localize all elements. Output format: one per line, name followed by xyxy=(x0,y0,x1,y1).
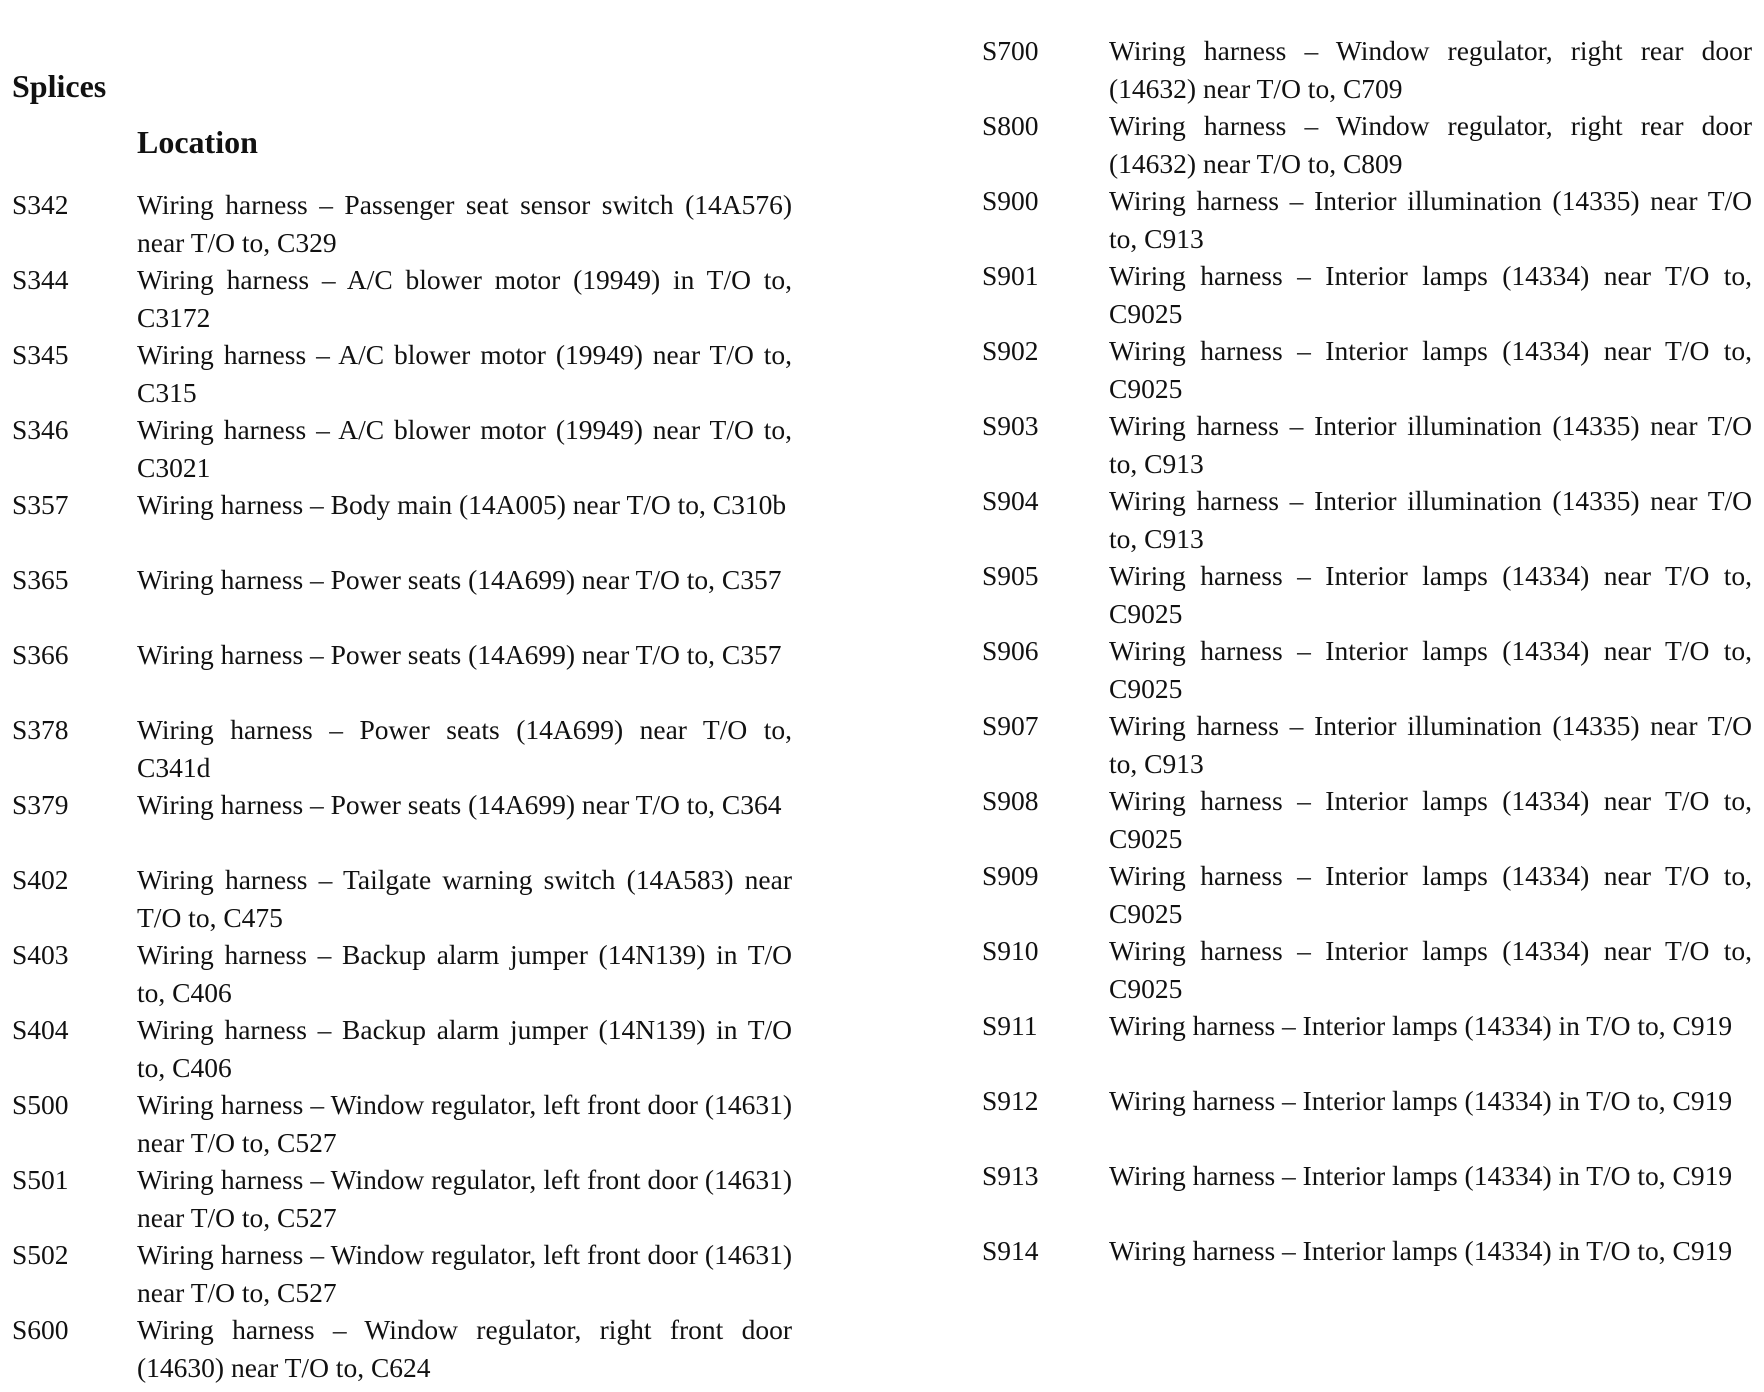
splice-entry xyxy=(982,257,1752,332)
splice-location: Wiring harness – Interior lamps (14334) in T/O to, C919 xyxy=(1109,1160,1733,1191)
splice-location: Wiring harness – Interior illumination (14335) near T/O to, C913 xyxy=(1109,410,1752,479)
splice-code: S901 xyxy=(982,260,1039,291)
splice-code: S900 xyxy=(982,185,1039,216)
splice-entry xyxy=(982,1232,1752,1307)
splice-location: Wiring harness – Interior illumination (14335) near T/O to, C913 xyxy=(1109,485,1752,554)
splice-location: Wiring harness – Interior lamps (14334) in T/O to, C919 xyxy=(1109,1235,1733,1266)
page-title: Splices xyxy=(12,68,107,104)
splice-location: Wiring harness – A/C blower motor (19949) in T/O to, C3172 xyxy=(137,264,792,333)
splice-location: Wiring harness – Interior lamps (14334) near T/O to, C9025 xyxy=(1109,785,1752,854)
splice-code: S905 xyxy=(982,560,1039,591)
splice-code: S403 xyxy=(12,939,69,970)
splice-entry xyxy=(982,782,1752,857)
splice-code: S365 xyxy=(12,564,69,595)
splice-code: S914 xyxy=(982,1235,1039,1266)
splice-entry xyxy=(982,182,1752,257)
splice-entry xyxy=(982,107,1752,182)
splice-entry xyxy=(12,561,792,636)
splice-code: S913 xyxy=(982,1160,1039,1191)
splice-code: S910 xyxy=(982,935,1039,966)
splice-entry xyxy=(12,411,792,486)
splice-entry xyxy=(12,1161,792,1236)
splice-location: Wiring harness – Power seats (14A699) near T/O to, C364 xyxy=(137,789,782,820)
splice-location: Wiring harness – Interior illumination (14335) near T/O to, C913 xyxy=(1109,185,1752,254)
splice-entry xyxy=(982,1082,1752,1157)
splice-code: S501 xyxy=(12,1164,69,1195)
splice-location: Wiring harness – Window regulator, right front door (14630) near T/O to, C624 xyxy=(137,1314,792,1383)
splice-code: S902 xyxy=(982,335,1039,366)
splice-entry xyxy=(12,1311,792,1386)
splice-location: Wiring harness – Backup alarm jumper (14N139) in T/O to, C406 xyxy=(137,1014,792,1083)
splice-location: Wiring harness – Tailgate warning switch (14A583) near T/O to, C475 xyxy=(137,864,792,933)
splice-location: Wiring harness – Interior lamps (14334) near T/O to, C9025 xyxy=(1109,560,1752,629)
splice-location: Wiring harness – Body main (14A005) near T/O to, C310b xyxy=(137,489,787,520)
splice-entry xyxy=(12,861,792,936)
splice-location: Wiring harness – A/C blower motor (19949) near T/O to, C3021 xyxy=(137,414,792,483)
splice-code: S700 xyxy=(982,35,1039,66)
splice-entry xyxy=(982,1157,1752,1232)
splice-location: Wiring harness – Power seats (14A699) near T/O to, C357 xyxy=(137,639,782,670)
splice-entry xyxy=(12,336,792,411)
splice-list-left xyxy=(12,186,792,1386)
splice-location: Wiring harness – Window regulator, left front door (14631) near T/O to, C527 xyxy=(137,1089,792,1158)
splice-code: S909 xyxy=(982,860,1039,891)
splice-code: S800 xyxy=(982,110,1039,141)
splice-location: Wiring harness – Interior lamps (14334) near T/O to, C9025 xyxy=(1109,635,1752,704)
splice-location: Wiring harness – Window regulator, left front door (14631) near T/O to, C527 xyxy=(137,1239,792,1308)
splice-code: S904 xyxy=(982,485,1039,516)
splice-location: Wiring harness – Window regulator, right rear door (14632) near T/O to, C709 xyxy=(1109,35,1752,104)
splice-code: S346 xyxy=(12,414,69,445)
splice-entry xyxy=(12,1011,792,1086)
splice-code: S908 xyxy=(982,785,1039,816)
splice-entry xyxy=(12,186,792,261)
splice-location: Wiring harness – Interior illumination (14335) near T/O to, C913 xyxy=(1109,710,1752,779)
splice-entry xyxy=(12,936,792,1011)
splice-code: S402 xyxy=(12,864,69,895)
splice-entry xyxy=(12,1236,792,1311)
splice-entry xyxy=(982,1007,1752,1082)
splice-code: S345 xyxy=(12,339,69,370)
splice-entry xyxy=(12,636,792,711)
splice-location: Wiring harness – Interior lamps (14334) near T/O to, C9025 xyxy=(1109,935,1752,1004)
splice-entry xyxy=(982,407,1752,482)
splice-code: S500 xyxy=(12,1089,69,1120)
splice-location: Wiring harness – Interior lamps (14334) near T/O to, C9025 xyxy=(1109,260,1752,329)
splice-entry xyxy=(12,786,792,861)
splice-code: S912 xyxy=(982,1085,1039,1116)
splice-code: S903 xyxy=(982,410,1039,441)
splice-location: Wiring harness – Interior lamps (14334) near T/O to, C9025 xyxy=(1109,860,1752,929)
splice-location: Wiring harness – Backup alarm jumper (14N139) in T/O to, C406 xyxy=(137,939,792,1008)
splice-code: S357 xyxy=(12,489,69,520)
splice-code: S600 xyxy=(12,1314,69,1345)
splice-code: S378 xyxy=(12,714,69,745)
splice-code: S342 xyxy=(12,189,69,220)
splice-entry xyxy=(982,857,1752,932)
splice-location: Wiring harness – A/C blower motor (19949) near T/O to, C315 xyxy=(137,339,792,408)
splice-location: Wiring harness – Interior lamps (14334) in T/O to, C919 xyxy=(1109,1010,1733,1041)
splice-location: Wiring harness – Window regulator, left front door (14631) near T/O to, C527 xyxy=(137,1164,792,1233)
splice-entry xyxy=(982,557,1752,632)
splice-code: S502 xyxy=(12,1239,69,1270)
splice-location: Wiring harness – Power seats (14A699) near T/O to, C357 xyxy=(137,564,782,595)
splice-code: S366 xyxy=(12,639,69,670)
splice-code: S344 xyxy=(12,264,69,295)
splice-code: S404 xyxy=(12,1014,69,1045)
splice-entry xyxy=(982,707,1752,782)
splice-code: S379 xyxy=(12,789,69,820)
splice-entry xyxy=(982,32,1752,107)
splice-entry xyxy=(982,482,1752,557)
splice-entry xyxy=(982,332,1752,407)
splice-code: S911 xyxy=(982,1010,1038,1041)
splice-code: S907 xyxy=(982,710,1039,741)
splice-entry xyxy=(982,632,1752,707)
splice-location: Wiring harness – Power seats (14A699) near T/O to, C341d xyxy=(137,714,792,783)
splice-code: S906 xyxy=(982,635,1039,666)
splice-entry xyxy=(12,711,792,786)
location-heading: Location xyxy=(137,124,258,160)
splice-location: Wiring harness – Interior lamps (14334) near T/O to, C9025 xyxy=(1109,335,1752,404)
splice-location: Wiring harness – Interior lamps (14334) in T/O to, C919 xyxy=(1109,1085,1733,1116)
splice-entry xyxy=(12,1086,792,1161)
splice-location: Wiring harness – Window regulator, right rear door (14632) near T/O to, C809 xyxy=(1109,110,1752,179)
splice-location: Wiring harness – Passenger seat sensor switch (14A576) near T/O to, C329 xyxy=(137,189,792,258)
splice-entry xyxy=(12,486,792,561)
splice-entry xyxy=(12,261,792,336)
splice-list-right xyxy=(982,32,1752,1307)
splice-entry xyxy=(982,932,1752,1007)
